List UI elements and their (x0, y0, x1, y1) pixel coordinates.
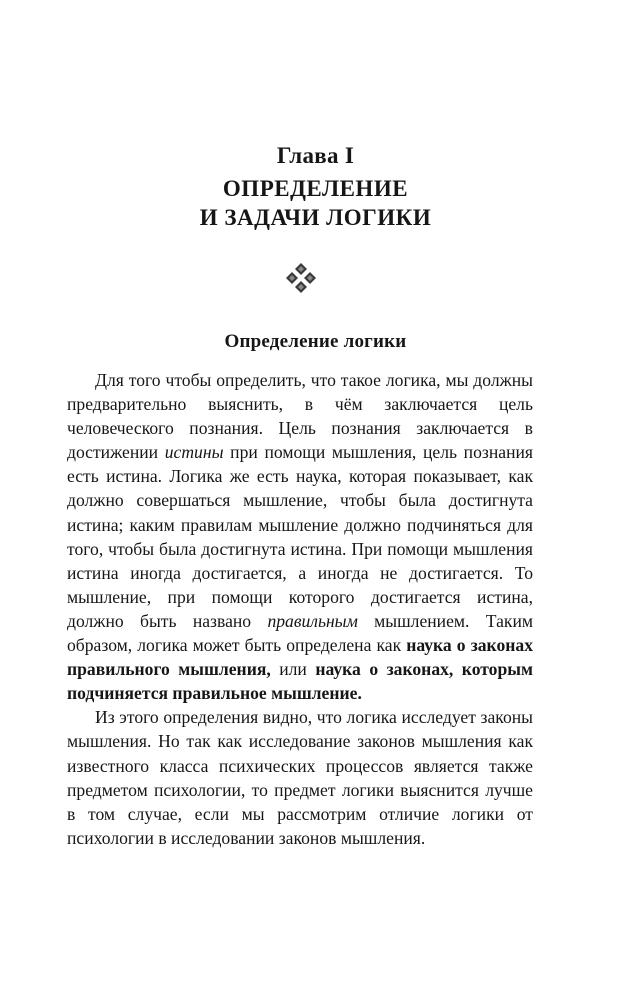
paragraph-1-text-b: при помощи мышления, цель познания есть истина. Логика же есть наука, которая показывает, как должно совершаться мышление, чтобы была достигнута истина; каким правилам мышление должно подчиняться для того, чтобы была достигнута истина. При помощи мышления истина иногда достигается, а иногда не достигается. То мышление, при помощи которого достигается истина, должно быть названо (67, 442, 533, 631)
chapter-title-line-1: ОПРЕДЕЛЕНИЕ (222, 176, 409, 201)
definition-bold-1: наука о законах правильного мышления, (67, 635, 533, 680)
paragraph-1-text-c: мышлением. Таким образом, логика может быть определена как (67, 610, 533, 656)
paragraph-1-text-a: Для того чтобы определить, что такое логика, мы должны предварительно выяснить, в чём заключается цель человеческого познания. Цель познания заключается в достижении (67, 370, 533, 463)
chapter-label: Глава I (276, 143, 355, 168)
emphasis-truth: истины (164, 442, 224, 463)
body-text (67, 368, 533, 850)
section-heading: Определение логики (224, 331, 407, 352)
diamond-ornament-icon (285, 262, 317, 294)
paragraph-1-text-d: или (270, 659, 316, 680)
definition-bold-2: наука о законах, которым подчиняется правильное мышление. (67, 659, 533, 704)
chapter-title-line-2: И ЗАДАЧИ ЛОГИКИ (199, 205, 432, 230)
emphasis-correct: правильным (267, 610, 358, 631)
chapter-title (0, 174, 631, 232)
paragraph-2: Из этого определения видно, что логика исследует законы мышления. Но так как исследование законов мышления как известного класса психических процессов является также предметом психологии, то предмет логики выяснится лучше в том случае, если мы рассмотрим отличие логики от психологии в исследовании законов мышления. (67, 707, 533, 848)
paragraph-1 (67, 368, 533, 705)
